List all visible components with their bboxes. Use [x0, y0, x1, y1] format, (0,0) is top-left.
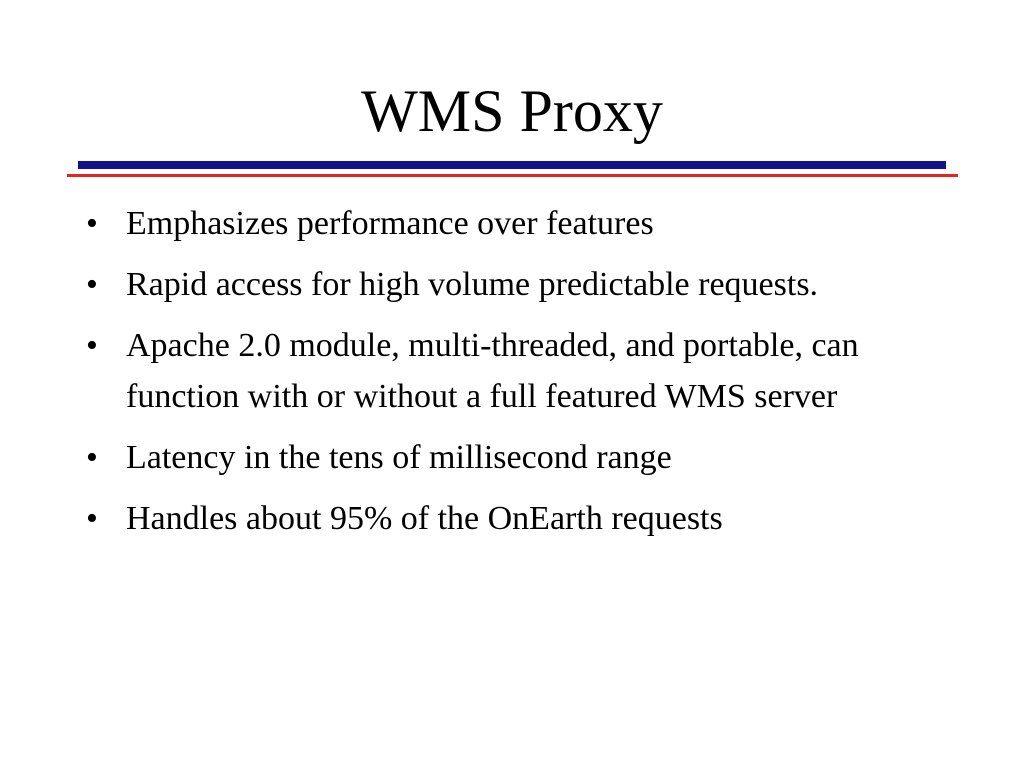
- bullet-item-latency: • Latency in the tens of millisecond range: [86, 432, 946, 483]
- slide-title: WMS Proxy: [361, 78, 663, 144]
- title-divider-blue: [78, 161, 946, 169]
- bullet-item-performance: • Emphasizes performance over features: [86, 198, 946, 249]
- title-divider-red: [67, 174, 958, 177]
- bullet-item-rapid-access: • Rapid access for high volume predictable requests.: [86, 259, 946, 310]
- bullet-item-apache-module: • Apache 2.0 module, multi-threaded, and portable, can function with or without a full featured WMS server: [86, 320, 946, 422]
- bullet-item-request-share: • Handles about 95% of the OnEarth requests: [86, 493, 946, 544]
- bullet-list: [86, 198, 946, 554]
